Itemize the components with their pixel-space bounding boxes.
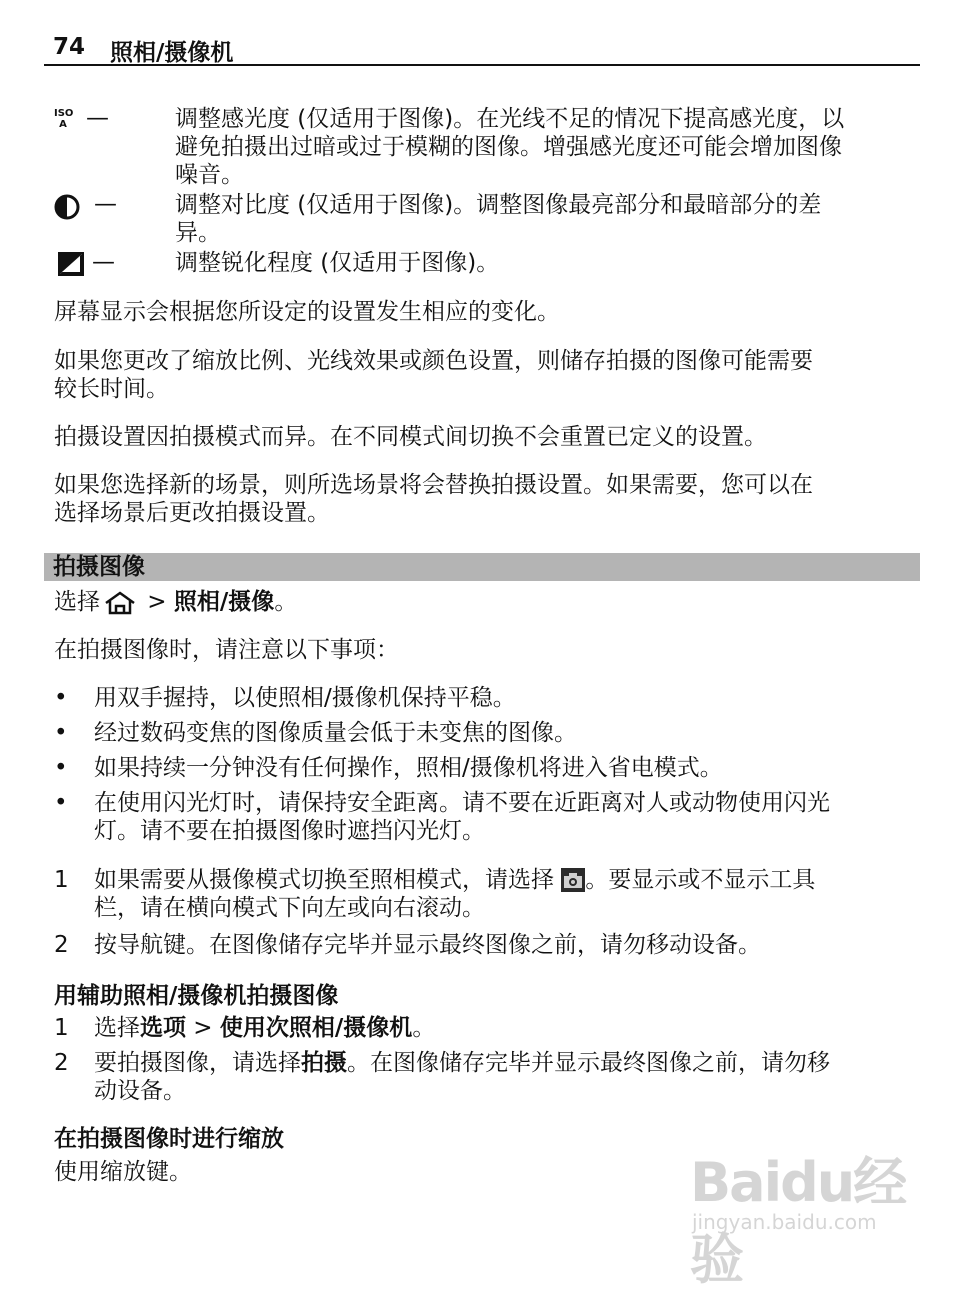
list-dash: —: [86, 105, 109, 131]
text-line: [94, 866, 914, 894]
step-number: 1: [54, 867, 69, 893]
step-number: 2: [54, 1050, 69, 1076]
text-line: 动设备。: [94, 1078, 186, 1104]
list-item: [94, 684, 914, 712]
menu-option: 拍摄: [301, 1050, 347, 1076]
menu-option: 使用次照相/摄像机: [219, 1015, 413, 1041]
step-number: 1: [54, 1015, 69, 1041]
list-dash: —: [92, 249, 115, 275]
section-title: 拍摄图像: [53, 554, 145, 580]
bullet-dot: •: [54, 685, 68, 711]
select-target: 照相/摄像: [173, 589, 275, 615]
watermark: [690, 1140, 920, 1291]
select-prefix: 选择: [54, 589, 100, 615]
paragraph-scenes: [54, 471, 914, 527]
watermark-brand: Baidu经验: [690, 1151, 906, 1291]
step-text: 。在图像储存完毕并显示最终图像之前，请勿移: [347, 1050, 830, 1076]
text-line: 避免拍摄出过暗或过于模糊的图像。增强感光度还可能会增加图像: [175, 134, 842, 160]
page-header: [44, 32, 920, 66]
section-intro: 在拍摄图像时，请注意以下事项：: [54, 637, 399, 663]
step-number: 2: [54, 932, 69, 958]
step-text: 选择: [94, 1015, 140, 1041]
step-text: 如果需要从摄像模式切换至照相模式，请选择: [94, 867, 562, 893]
list-item: [94, 1014, 914, 1042]
menu-separator: >: [140, 589, 174, 615]
text-line: 拍摄设置因拍摄模式而异。在不同模式间切换不会重置已定义的设置。: [54, 424, 767, 450]
bullet-dot: •: [54, 790, 68, 816]
list-item: [94, 931, 914, 959]
text-line: 按导航键。在图像储存完毕并显示最终图像之前，请勿移动设备。: [94, 932, 761, 958]
setting-description-iso: [175, 105, 915, 189]
camera-mode-icon: [561, 868, 585, 892]
paragraph-display: [54, 298, 914, 326]
list-item: [94, 789, 914, 845]
text-line: 在使用闪光灯时，请保持安全距离。请不要在近距离对人或动物使用闪光: [94, 790, 830, 816]
text-line: 调整锐化程度 (仅适用于图像)。: [175, 250, 500, 276]
text-line: 如果您更改了缩放比例、光线效果或颜色设置，则储存拍摄的图像可能需要: [54, 348, 813, 374]
text-line: 选择场景后更改拍摄设置。: [54, 500, 330, 526]
setting-description-sharpness: [175, 249, 915, 277]
list-item: [94, 866, 914, 922]
subsection-title: 在拍摄图像时进行缩放: [54, 1126, 284, 1152]
contrast-icon: [54, 194, 80, 220]
punctuation: 。: [412, 1015, 436, 1041]
iso-auto-icon: [54, 108, 84, 138]
section-heading-bar: [44, 553, 920, 581]
list-item: [94, 719, 914, 747]
page-number: 74: [53, 34, 86, 60]
text-line: 如果您选择新的场景，则所选场景将会替换拍摄设置。如果需要，您可以在: [54, 472, 813, 498]
paragraph-zoom-note: [54, 347, 914, 403]
step-text: 。要显示或不显示工具: [585, 867, 816, 893]
text-line: 较长时间。: [54, 376, 169, 402]
list-item: [94, 754, 914, 782]
text-line: 用双手握持，以使照相/摄像机保持平稳。: [94, 685, 516, 711]
text-line: 异。: [175, 220, 221, 246]
watermark-url: jingyan.baidu.com: [692, 1210, 877, 1234]
step-text: 要拍摄图像，请选择: [94, 1050, 301, 1076]
home-icon: [102, 591, 138, 615]
setting-description-contrast: [175, 191, 915, 247]
text-line: 经过数码变焦的图像质量会低于未变焦的图像。: [94, 720, 577, 746]
menu-separator: >: [186, 1015, 220, 1041]
sharpness-icon: [58, 252, 84, 276]
menu-option: 选项: [140, 1015, 186, 1041]
subsection-text: 使用缩放键。: [54, 1159, 192, 1185]
text-line: [94, 1049, 914, 1077]
iso-icon-label: ISO: [54, 108, 74, 119]
subsection-title: 用辅助照相/摄像机拍摄图像: [54, 983, 339, 1009]
text-line: 如果持续一分钟没有任何操作，照相/摄像机将进入省电模式。: [94, 755, 723, 781]
text-line: 栏，请在横向模式下向左或向右滚动。: [94, 895, 485, 921]
iso-icon-sub: A: [59, 119, 67, 130]
text-line: 屏幕显示会根据您所设定的设置发生相应的变化。: [54, 299, 560, 325]
chapter-title: 照相/摄像机: [110, 40, 234, 66]
punctuation: 。: [274, 589, 298, 615]
text-line: 灯。请不要在拍摄图像时遮挡闪光灯。: [94, 818, 485, 844]
select-instruction: [54, 588, 654, 616]
text-line: 调整感光度 (仅适用于图像)。在光线不足的情况下提高感光度，以: [175, 106, 845, 132]
list-dash: —: [94, 191, 117, 217]
bullet-dot: •: [54, 720, 68, 746]
paragraph-modes: [54, 423, 914, 451]
bullet-dot: •: [54, 755, 68, 781]
list-item: [94, 1049, 914, 1105]
text-line: 调整对比度 (仅适用于图像)。调整图像最亮部分和最暗部分的差: [175, 192, 822, 218]
text-line: 噪音。: [175, 162, 244, 188]
